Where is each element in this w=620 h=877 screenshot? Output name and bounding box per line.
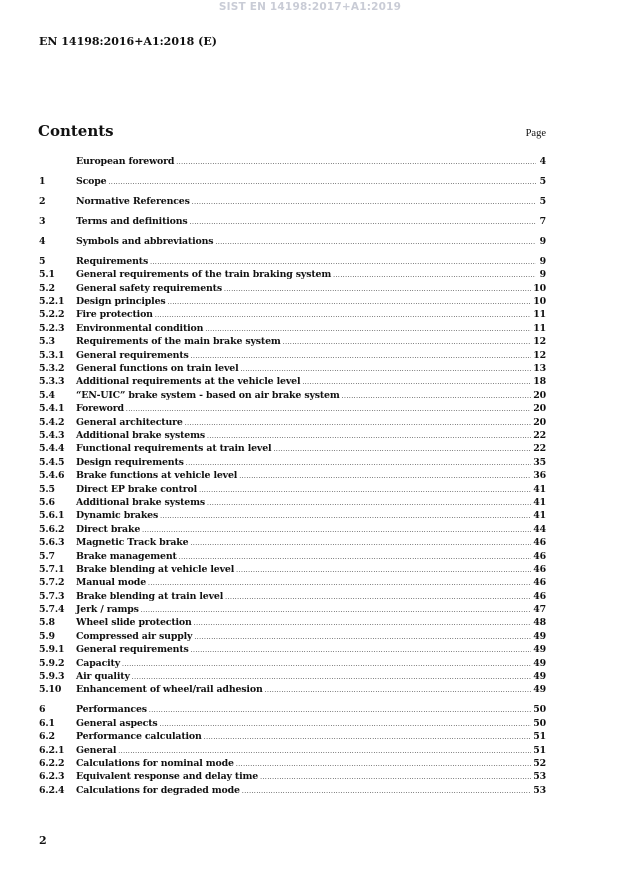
toc-entry-number: 4 xyxy=(39,235,46,247)
toc-entry-title: Fire protection xyxy=(76,309,153,321)
toc-entry[interactable] xyxy=(39,670,546,683)
page-column-label: Page xyxy=(525,128,546,139)
toc-entry-title: General architecture xyxy=(76,416,183,428)
toc-leader-dots xyxy=(191,350,532,363)
toc-entry[interactable] xyxy=(39,603,546,616)
toc-entry[interactable] xyxy=(39,616,546,629)
toc-entry-number: 5.6.3 xyxy=(39,537,65,549)
toc-entry-page: 18 xyxy=(533,376,546,388)
toc-entry-title: Manual mode xyxy=(76,577,147,589)
toc-entry-title: Brake blending at train level xyxy=(76,590,224,602)
document-id: EN 14198:2016+A1:2018 (E) xyxy=(39,35,217,48)
toc-entry-number: 5.6.1 xyxy=(39,510,65,522)
toc-entry[interactable] xyxy=(39,657,546,670)
toc-entry-page: 9 xyxy=(539,255,546,267)
toc-entry-page: 12 xyxy=(533,336,546,348)
toc-entry[interactable] xyxy=(39,442,546,455)
toc-entry[interactable] xyxy=(39,402,546,415)
toc-leader-dots xyxy=(199,484,531,497)
toc-entry-number: 5.8 xyxy=(39,617,55,629)
toc-entry-page: 48 xyxy=(533,617,546,629)
toc-entry-page: 10 xyxy=(533,296,546,308)
toc-entry-page: 9 xyxy=(539,269,546,281)
toc-entry-page: 50 xyxy=(533,717,546,729)
toc-entry-title: Direct brake xyxy=(76,523,141,535)
toc-entry-title: Enhancement of wheel/rail adhesion xyxy=(76,684,263,696)
toc-entry-number: 5.3.2 xyxy=(39,363,65,375)
toc-entry-number: 5.9.3 xyxy=(39,671,65,683)
toc-entry-page: 49 xyxy=(533,630,546,642)
table-of-contents xyxy=(39,155,546,797)
toc-entry-title: Environmental condition xyxy=(76,322,204,334)
toc-leader-dots xyxy=(190,216,536,229)
toc-leader-dots xyxy=(109,176,536,189)
toc-leader-dots xyxy=(242,785,531,798)
toc-entry-page: 46 xyxy=(533,563,546,575)
toc-leader-dots xyxy=(241,363,532,376)
toc-entry[interactable] xyxy=(39,523,546,536)
toc-entry-page: 46 xyxy=(533,550,546,562)
toc-entry-title: Compressed air supply xyxy=(76,630,193,642)
toc-entry-title: General functions on train level xyxy=(76,363,239,375)
toc-entry-title: General aspects xyxy=(76,717,158,729)
toc-entry[interactable] xyxy=(39,456,546,469)
toc-entry-page: 47 xyxy=(533,604,546,616)
toc-entry-title: Design principles xyxy=(76,296,166,308)
toc-entry-number: 5.2 xyxy=(39,282,55,294)
toc-entry-page: 20 xyxy=(533,389,546,401)
toc-entry[interactable] xyxy=(39,335,546,348)
toc-entry-number: 6.2.3 xyxy=(39,771,65,783)
toc-entry-title: Additional brake systems xyxy=(76,430,205,441)
toc-entry[interactable] xyxy=(39,550,546,563)
toc-entry-number: 5.9.2 xyxy=(39,657,65,669)
toc-entry-number: 5.10 xyxy=(39,684,62,696)
toc-entry-page: 53 xyxy=(533,771,546,783)
toc-entry-number: 6.2 xyxy=(39,731,55,743)
toc-entry-title: Foreword xyxy=(76,403,124,415)
toc-entry-number: 5.3 xyxy=(39,336,55,348)
toc-entry[interactable] xyxy=(39,175,546,188)
toc-entry-title: Performance calculation xyxy=(76,731,202,743)
toc-entry-page: 41 xyxy=(533,496,546,508)
toc-entry-title: Capacity xyxy=(76,657,121,669)
toc-entry[interactable] xyxy=(39,536,546,549)
toc-entry-number: 5.1 xyxy=(39,269,55,281)
toc-entry-title: “EN-UIC” brake system - based on air brake system xyxy=(76,389,340,401)
toc-leader-dots xyxy=(194,631,531,644)
toc-entry[interactable] xyxy=(39,235,546,248)
toc-entry-page: 35 xyxy=(533,456,546,468)
toc-leader-dots xyxy=(191,644,532,657)
toc-entry-number: 5.6.2 xyxy=(39,523,65,535)
toc-entry-title: Brake blending at vehicle level xyxy=(76,563,235,575)
toc-leader-dots xyxy=(176,156,536,169)
toc-entry-title: European foreword xyxy=(76,156,175,167)
toc-entry-title: Additional requirements at the vehicle level xyxy=(76,376,301,388)
toc-entry-page: 49 xyxy=(533,644,546,656)
toc-leader-dots xyxy=(207,497,531,510)
toc-leader-dots xyxy=(225,591,531,604)
toc-leader-dots xyxy=(155,309,531,322)
toc-entry-title: Direct EP brake control xyxy=(76,483,198,495)
toc-entry[interactable] xyxy=(39,563,546,576)
toc-leader-dots xyxy=(160,718,532,731)
toc-entry-title: Wheel slide protection xyxy=(76,617,192,629)
toc-entry-page: 44 xyxy=(533,523,546,535)
toc-entry-title: Performances xyxy=(76,704,147,716)
toc-entry-page: 52 xyxy=(533,757,546,769)
toc-entry[interactable] xyxy=(39,416,546,429)
toc-entry-page: 46 xyxy=(533,590,546,602)
toc-entry-number: 5.9 xyxy=(39,630,55,642)
toc-entry-number: 5.2.1 xyxy=(39,296,65,308)
toc-entry-number: 5.3.3 xyxy=(39,376,65,388)
toc-entry-number: 2 xyxy=(39,195,46,207)
toc-entry-page: 51 xyxy=(533,744,546,756)
toc-entry-title: General xyxy=(76,744,117,756)
toc-entry[interactable] xyxy=(39,730,546,743)
toc-entry-page: 46 xyxy=(533,577,546,589)
toc-entry[interactable] xyxy=(39,784,546,797)
toc-leader-dots xyxy=(160,510,531,523)
toc-entry-number: 6.1 xyxy=(39,717,55,729)
toc-entry-number: 5.4.3 xyxy=(39,430,65,441)
toc-entry[interactable] xyxy=(39,717,546,730)
toc-entry-page: 7 xyxy=(539,215,546,227)
toc-entry[interactable] xyxy=(39,195,546,208)
toc-leader-dots xyxy=(236,758,531,771)
toc-entry[interactable] xyxy=(39,295,546,308)
toc-entry-page: 49 xyxy=(533,657,546,669)
toc-entry[interactable] xyxy=(39,255,546,268)
toc-entry[interactable] xyxy=(39,322,546,335)
toc-entry-title: Dynamic brakes xyxy=(76,510,159,522)
toc-entry-page: 22 xyxy=(533,443,546,455)
toc-leader-dots xyxy=(302,376,531,389)
toc-entry-number: 6.2.4 xyxy=(39,784,65,796)
toc-entry-page: 5 xyxy=(539,195,546,207)
toc-entry-page: 10 xyxy=(533,282,546,294)
toc-entry-page: 46 xyxy=(533,537,546,549)
toc-entry[interactable] xyxy=(39,770,546,783)
toc-entry-title: Requirements xyxy=(76,255,149,267)
toc-entry[interactable] xyxy=(39,483,546,496)
toc-entry-number: 6 xyxy=(39,704,46,716)
toc-leader-dots xyxy=(190,537,531,550)
toc-entry-title: Terms and definitions xyxy=(76,215,188,227)
toc-leader-dots xyxy=(141,604,531,617)
toc-entry-title: Scope xyxy=(76,175,107,187)
toc-entry-page: 12 xyxy=(533,349,546,361)
toc-entry-title: Calculations for nominal mode xyxy=(76,757,234,769)
toc-entry-number: 5.7.1 xyxy=(39,563,65,575)
toc-entry-page: 22 xyxy=(533,430,546,441)
toc-entry-page: 36 xyxy=(533,470,546,482)
toc-entry-number: 5 xyxy=(39,255,46,267)
toc-leader-dots xyxy=(179,551,532,564)
toc-leader-dots xyxy=(342,390,532,403)
toc-entry-number: 5.5 xyxy=(39,483,55,495)
toc-entry-page: 20 xyxy=(533,403,546,415)
toc-entry-number: 5.6 xyxy=(39,496,55,508)
toc-entry-title: Air quality xyxy=(76,671,130,683)
toc-entry-number: 3 xyxy=(39,215,46,227)
page-number: 2 xyxy=(39,834,47,847)
toc-entry-number: 6.2.2 xyxy=(39,757,65,769)
toc-entry-page: 5 xyxy=(539,175,546,187)
watermark: SIST EN 14198:2017+A1:2019 xyxy=(218,1,402,13)
toc-leader-dots xyxy=(207,430,531,443)
toc-entry-title: Additional brake systems xyxy=(76,496,205,508)
toc-entry-number: 5.7.2 xyxy=(39,577,65,589)
toc-entry[interactable] xyxy=(39,469,546,482)
toc-entry[interactable] xyxy=(39,308,546,321)
toc-entry-page: 4 xyxy=(539,156,546,167)
toc-entry-number: 5.4.5 xyxy=(39,456,65,468)
toc-entry-page: 50 xyxy=(533,704,546,716)
toc-leader-dots xyxy=(185,417,532,430)
toc-entry-number: 5.4.1 xyxy=(39,403,65,415)
toc-entry-page: 49 xyxy=(533,684,546,696)
toc-entry[interactable] xyxy=(39,429,546,442)
toc-entry[interactable] xyxy=(39,703,546,716)
toc-leader-dots xyxy=(236,564,531,577)
toc-entry-number: 5.7.4 xyxy=(39,604,65,616)
toc-entry-title: Calculations for degraded mode xyxy=(76,784,240,796)
toc-entry[interactable] xyxy=(39,349,546,362)
toc-entry[interactable] xyxy=(39,155,546,168)
toc-entry-title: General requirements of the train braking system xyxy=(76,269,332,281)
toc-leader-dots xyxy=(215,236,536,249)
toc-entry[interactable] xyxy=(39,215,546,228)
toc-entry-title: Functional requirements at train level xyxy=(76,443,272,455)
toc-entry-title: Design requirements xyxy=(76,456,184,468)
toc-entry-title: Equivalent response and delay time xyxy=(76,771,259,783)
toc-leader-dots xyxy=(126,403,531,416)
toc-leader-dots xyxy=(122,658,531,671)
toc-entry-title: Normative References xyxy=(76,195,190,207)
toc-entry[interactable] xyxy=(39,576,546,589)
toc-entry-page: 9 xyxy=(539,235,546,247)
toc-entry-number: 5.3.1 xyxy=(39,349,65,361)
toc-entry-number: 6.2.1 xyxy=(39,744,65,756)
toc-entry-title: General requirements xyxy=(76,644,189,656)
toc-entry-page: 51 xyxy=(533,731,546,743)
toc-leader-dots xyxy=(142,524,531,537)
toc-entry[interactable] xyxy=(39,496,546,509)
toc-entry-number: 5.4.4 xyxy=(39,443,65,455)
toc-leader-dots xyxy=(204,731,532,744)
toc-entry[interactable] xyxy=(39,630,546,643)
toc-leader-dots xyxy=(149,704,531,717)
toc-entry-title: Magnetic Track brake xyxy=(76,537,189,549)
toc-entry[interactable] xyxy=(39,509,546,522)
toc-entry-title: General safety requirements xyxy=(76,282,222,294)
toc-entry[interactable] xyxy=(39,643,546,656)
toc-entry[interactable] xyxy=(39,389,546,402)
toc-entry-number: 5.9.1 xyxy=(39,644,65,656)
toc-entry-title: Brake management xyxy=(76,550,177,562)
toc-entry[interactable] xyxy=(39,590,546,603)
toc-leader-dots xyxy=(186,457,531,470)
toc-entry-number: 1 xyxy=(39,175,46,187)
toc-leader-dots xyxy=(239,470,531,483)
toc-entry-title: Symbols and abbreviations xyxy=(76,235,214,247)
toc-entry-page: 20 xyxy=(533,416,546,428)
toc-leader-dots xyxy=(205,323,531,336)
toc-leader-dots xyxy=(260,771,531,784)
toc-leader-dots xyxy=(132,671,532,684)
toc-entry-number: 5.7.3 xyxy=(39,590,65,602)
toc-entry-number: 5.2.3 xyxy=(39,322,65,334)
toc-entry-number: 5.4.2 xyxy=(39,416,65,428)
toc-entry-page: 41 xyxy=(533,510,546,522)
toc-entry-title: Brake functions at vehicle level xyxy=(76,470,238,482)
toc-entry[interactable] xyxy=(39,757,546,770)
toc-entry[interactable] xyxy=(39,362,546,375)
toc-entry-number: 5.7 xyxy=(39,550,55,562)
toc-leader-dots xyxy=(333,269,536,282)
toc-leader-dots xyxy=(148,577,531,590)
toc-leader-dots xyxy=(168,296,532,309)
toc-entry-page: 49 xyxy=(533,671,546,683)
toc-leader-dots xyxy=(150,256,536,269)
toc-entry-page: 41 xyxy=(533,483,546,495)
toc-entry[interactable] xyxy=(39,282,546,295)
toc-leader-dots xyxy=(265,684,532,697)
toc-entry-page: 11 xyxy=(533,322,546,334)
toc-entry-page: 11 xyxy=(533,309,546,321)
toc-entry[interactable] xyxy=(39,268,546,281)
toc-entry-number: 5.4.6 xyxy=(39,470,65,482)
contents-heading: Contents xyxy=(38,122,114,140)
toc-entry-page: 13 xyxy=(533,363,546,375)
toc-leader-dots xyxy=(118,745,531,758)
toc-leader-dots xyxy=(273,443,531,456)
toc-entry-title: Requirements of the main brake system xyxy=(76,336,281,348)
toc-entry-title: General requirements xyxy=(76,349,189,361)
toc-entry[interactable] xyxy=(39,375,546,388)
toc-entry[interactable] xyxy=(39,683,546,696)
toc-leader-dots xyxy=(194,617,532,630)
toc-entry-number: 5.4 xyxy=(39,389,55,401)
toc-leader-dots xyxy=(224,283,531,296)
toc-leader-dots xyxy=(192,196,536,209)
toc-entry-title: Jerk / ramps xyxy=(76,604,139,616)
toc-entry-page: 53 xyxy=(533,784,546,796)
toc-entry[interactable] xyxy=(39,744,546,757)
toc-entry-number: 5.2.2 xyxy=(39,309,65,321)
toc-leader-dots xyxy=(283,336,532,349)
